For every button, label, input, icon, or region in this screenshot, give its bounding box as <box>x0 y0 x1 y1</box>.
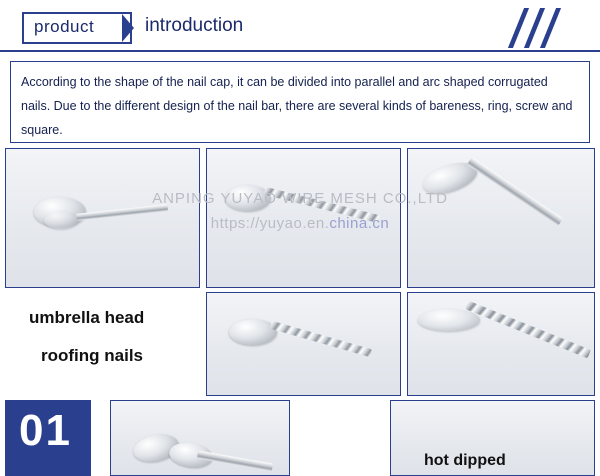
product-image-3[interactable] <box>407 148 595 288</box>
description-text: According to the shape of the nail cap, it can be divided into parallel and arc shaped corrugated nails. Due to the different design of the nail bar, there are several kinds of bareness, ring, screw and square. <box>21 75 573 137</box>
product-name-line2: roofing nails <box>41 346 143 365</box>
bottom-caption: hot dipped <box>424 452 506 469</box>
umbrella-head-nail-angled-photo <box>408 149 594 287</box>
watermark-company: ANPING YUYAO WIRE MESH CO.,LTD <box>152 190 448 207</box>
diagonal-stripes-icon <box>510 8 572 48</box>
section-number: 01 <box>19 406 72 455</box>
product-image-6[interactable] <box>110 400 290 476</box>
section-number-badge <box>5 400 91 476</box>
umbrella-head-nail-twisted-shank-photo <box>207 149 400 287</box>
umbrella-head-nail-flat-cap-photo <box>6 149 199 287</box>
watermark-url-domain: china.cn <box>329 215 390 232</box>
product-name-block <box>5 292 200 396</box>
product-image-5[interactable] <box>407 292 595 396</box>
product-tab-label: product <box>34 17 95 36</box>
product-name-line1: umbrella head <box>29 308 145 327</box>
umbrella-head-nail-screw-shank-photo <box>207 293 400 395</box>
description-box <box>10 61 590 143</box>
umbrella-head-nail-long-twisted-photo <box>408 293 594 395</box>
umbrella-head-nail-cluster-photo <box>111 401 289 475</box>
header-divider <box>0 50 600 52</box>
product-image-grid <box>0 146 600 476</box>
product-image-2[interactable] <box>206 148 401 288</box>
triangle-right-icon <box>122 14 134 42</box>
product-image-1[interactable] <box>5 148 200 288</box>
watermark-url-prefix: https://yuyao.en. <box>210 215 330 232</box>
product-image-4[interactable] <box>206 292 401 396</box>
page-title: introduction <box>145 15 244 36</box>
